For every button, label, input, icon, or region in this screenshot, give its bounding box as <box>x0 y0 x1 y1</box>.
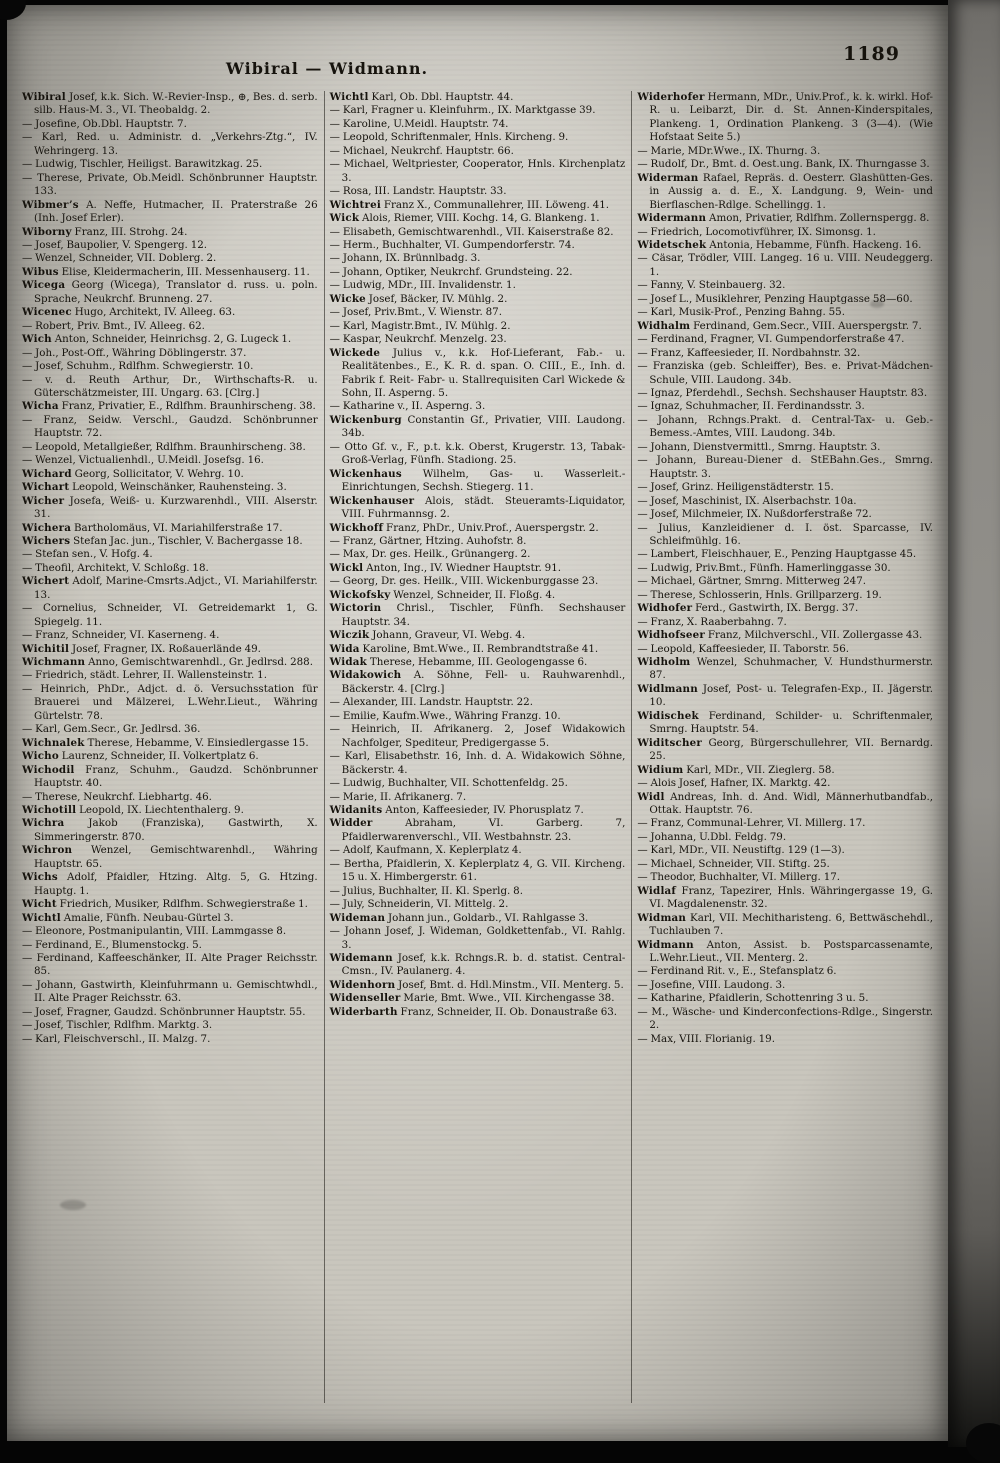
entry-surname: Widlmann <box>637 682 698 695</box>
directory-entry: — Franz, Kaffeesieder, II. Nordbahnstr. 32. <box>637 346 861 359</box>
directory-entry: — Johann, Rchngs.Prakt. d. Central-Tax- u. Geb.-Bemess.-Amtes, VIII. Laudong. 34b. <box>637 413 934 440</box>
entry-surname: Widerbarth <box>329 1005 398 1018</box>
directory-entry: Wichra Jakob (Franziska), Gastwirth, X. Simmeringerstr. 870. <box>22 817 318 843</box>
entry-surname: Widium <box>637 763 684 776</box>
directory-entry: — Wenzel, Schneider, VII. Doblerg. 2. <box>22 252 217 265</box>
directory-entry: — Karl, Fragner u. Kleinfuhrm., IX. Marktgasse 39. <box>329 104 596 117</box>
directory-entry: — Karl, Magistr.Bmt., IV. Mühlg. 2. <box>329 319 511 332</box>
directory-entry: Wichtrei Franz X., Communallehrer, III. Löweng. 41. <box>329 198 610 211</box>
directory-entry: Wiborny Franz, III. Strohg. 24. <box>22 225 188 238</box>
entry-surname: Wichodil <box>22 763 75 776</box>
directory-entry: Wibus Elise, Kleidermacherin, III. Messenhauserg. 11. <box>22 265 310 278</box>
entry-surname: Widmann <box>637 938 694 951</box>
entry-surname: Widermann <box>637 212 707 225</box>
directory-entry: Wichotill Leopold, IX. Liechtenthalerg. 9. <box>22 804 244 817</box>
directory-entry: Widenhorn Josef, Bmt. d. Hdl.Minstm., VII. Menterg. 5. <box>329 978 624 991</box>
directory-entry: — Franz, X. Raaberbahng. 7. <box>637 615 787 628</box>
directory-entry: — Leopold, Metallgießer, Rdlfhm. Braunhirscheng. 38. <box>22 440 306 453</box>
directory-entry: — Elisabeth, Gemischtwarenhdl., VII. Kaiserstraße 82. <box>329 225 614 238</box>
directory-entry: Wicha Franz, Privatier, E., Rdlfhm. Braunhirscheng. 38. <box>22 400 316 413</box>
directory-entry: — Michael, Weltpriester, Cooperator, Hnls. Kirchenplatz 3. <box>329 158 626 184</box>
directory-entry: Wida Karoline, Bmt.Wwe., II. Rembrandtstraße 41. <box>329 642 599 655</box>
directory-column-1 <box>17 91 324 1403</box>
directory-entry: — Friedrich, Locomotivführer, IX. Simonsg. 1. <box>637 225 876 238</box>
directory-column-2 <box>324 91 632 1403</box>
directory-entry: — Marie, II. Afrikanerg. 7. <box>329 790 467 803</box>
directory-entry: Wicho Laurenz, Schneider, II. Volkertplatz 6. <box>22 750 259 763</box>
entry-surname: Wickofsky <box>329 588 391 601</box>
directory-entry: Widakowich A. Söhne, Fell- u. Rauhwarenhdl., Bäckerstr. 4. [Clrg.] <box>329 669 626 695</box>
entry-surname: Wichart <box>22 481 70 494</box>
directory-entry: Wicke Josef, Bäcker, IV. Mühlg. 2. <box>329 292 508 305</box>
entry-surname: Wicher <box>22 494 65 507</box>
directory-entry: — Johann, IX. Brünnlbadg. 3. <box>329 252 481 265</box>
directory-entry: — Heinrich, II. Afrikanerg. 2, Josef Widakowich Nachfolger, Spediteur, Predigergasse 5. <box>329 723 626 749</box>
directory-entry: Widanits Anton, Kaffeesieder, IV. Phorusplatz 7. <box>329 804 584 817</box>
page-header: Wibiral — Widmann. <box>225 59 429 78</box>
directory-entry: — Ignaz, Schuhmacher, II. Ferdinandsstr. 3. <box>637 400 865 413</box>
scan-artifact <box>966 1423 1000 1463</box>
directory-entry: — Robert, Priv. Bmt., IV. Alleeg. 62. <box>22 319 205 332</box>
directory-entry: Wick Alois, Riemer, VIII. Kochg. 14, G. Blankeng. 1. <box>329 212 600 225</box>
entry-surname: Widhofer <box>637 602 693 615</box>
directory-entry: Wichmann Anno, Gemischtwarenhdl., Gr. Jedlrsd. 288. <box>22 656 313 669</box>
directory-entry: — Georg, Dr. ges. Heilk., VIII. Wickenburggasse 23. <box>329 575 599 588</box>
directory-entry: — v. d. Reuth Arthur, Dr., Wirthschafts-R. u. Güterschätzmeister, III. Ungarg. 63. [Clrg.] <box>22 373 318 399</box>
entry-surname: Wickhoff <box>329 521 384 534</box>
directory-entry: — Adolf, Kaufmann, X. Keplerplatz 4. <box>329 844 522 857</box>
directory-entry: — Stefan sen., V. Hofg. 4. <box>22 548 153 561</box>
entry-surname: Wichers <box>22 534 71 547</box>
entry-surname: Wicenec <box>22 306 72 319</box>
page-number: 1189 <box>843 43 900 65</box>
directory-entry: Widholm Wenzel, Schuhmacher, V. Hundsthurmerstr. 87. <box>637 656 934 682</box>
entry-surname: Wichera <box>22 521 72 534</box>
directory-entry: — July, Schneiderin, VI. Mittelg. 2. <box>329 898 509 911</box>
directory-entry: — Therese, Private, Ob.Meidl. Schönbrunner Hauptstr. 133. <box>22 171 318 198</box>
directory-entry: Wickede Julius v., k.k. Hof-Lieferant, Fab.- u. Realitätenbes., E., K. R. d. span. O. CIII., E., Inh. d. Fabrik f. Reit- Fabr- u. Stallrequisiten Carl Wickede & Sohn, II. Asperng. 5. <box>329 346 626 399</box>
directory-columns <box>17 91 939 1403</box>
directory-entry: Widlaf Franz, Tapezirer, Hnls. Währingergasse 19, G. VI. Magdalenenstr. 32. <box>637 884 934 911</box>
directory-entry: — Josef, Schuhm., Rdlfhm. Schwegierstr. 10. <box>22 360 254 373</box>
directory-entry: Wicht Friedrich, Musiker, Rdlfhm. Schwegierstraße 1. <box>22 898 308 911</box>
directory-entry: Widmann Anton, Assist. b. Postsparcassenamte, L.Wehr.Lieut., VII. Menterg. 2. <box>637 938 934 964</box>
directory-entry: Wickenhaus Wilhelm, Gas- u. Wasserleit.-Einrichtungen, Sechsh. Stiegerg. 11. <box>329 467 626 494</box>
directory-entry: Widhofer Ferd., Gastwirth, IX. Bergg. 37. <box>637 602 859 615</box>
entry-surname: Widischek <box>637 709 699 722</box>
directory-entry: — Julius, Buchhalter, II. Kl. Sperlg. 8. <box>329 884 524 897</box>
directory-entry: — Karoline, U.Meidl. Hauptstr. 74. <box>329 117 509 130</box>
entry-surname: Wichtl <box>329 91 369 103</box>
entry-surname: Widhalm <box>637 319 691 332</box>
directory-entry: Wicher Josefa, Weiß- u. Kurzwarenhdl., VIII. Alserstr. 31. <box>22 494 318 521</box>
directory-entry: — Johann, Optiker, Neukrchf. Grundsteing. 22. <box>329 265 573 278</box>
directory-entry: — Eleonore, Postmanipulantin, VIII. Lammgasse 8. <box>22 925 287 938</box>
entry-surname: Wibmer’s <box>22 198 79 211</box>
directory-entry: Wictorin Chrisl., Tischler, Fünfh. Sechshauser Hauptstr. 34. <box>329 602 626 628</box>
scanned-page <box>7 5 948 1441</box>
entry-surname: Wicho <box>22 750 59 763</box>
directory-entry: — Alois Josef, Hafner, IX. Marktg. 42. <box>637 777 831 790</box>
directory-entry: — Theodor, Buchhalter, VI. Millerg. 17. <box>637 871 841 884</box>
entry-surname: Wickl <box>329 561 364 574</box>
directory-entry: — Bertha, Pfaidlerin, X. Keplerplatz 4, G. VII. Kircheng. 15 u. X. Himbergerstr. 61. <box>329 857 626 884</box>
directory-entry: Widerhofer Hermann, MDr., Univ.Prof., k. k. wirkl. Hof-R. u. Leibarzt, Dir. d. St. Annen-Kinderspitales, Plankeng. 1, Ordination Plankeng. 3 (3—4). (Wie Hofstaat Seite 5.) <box>637 91 934 144</box>
directory-entry: Wichtl Amalie, Fünfh. Neubau-Gürtel 3. <box>22 911 234 924</box>
directory-entry: — Cornelius, Schneider, VI. Getreidemarkt 1, G. Spiegelg. 11. <box>22 602 318 628</box>
directory-entry: — Max, VIII. Florianig. 19. <box>637 1032 775 1045</box>
directory-entry: Widitscher Georg, Bürgerschullehrer, VII. Bernardg. 25. <box>637 736 934 763</box>
directory-entry: — Ferdinand, Fragner, VI. Gumpendorferstraße 47. <box>637 333 905 346</box>
directory-entry: Wickenhauser Alois, städt. Steueramts-Liquidator, VIII. Fuhrmannsg. 2. <box>329 494 626 521</box>
directory-entry: Wickofsky Wenzel, Schneider, II. Floßg. 4. <box>329 588 556 601</box>
directory-entry: — Josefine, Ob.Dbl. Hauptstr. 7. <box>22 117 187 130</box>
entry-surname: Widholm <box>637 656 691 669</box>
entry-surname: Wichert <box>22 575 70 588</box>
directory-entry: — Josefine, VIII. Laudong. 3. <box>637 978 786 991</box>
entry-surname: Widder <box>329 817 373 830</box>
directory-entry: Wichnalek Therese, Hebamme, V. Einsiedlergasse 15. <box>22 736 309 749</box>
directory-entry: Widerman Rafael, Repräs. d. Oesterr. Glashütten-Ges. in Aussig a. d. E., X. Landgung. 9, Wein- und Bierflaschen-Rdlge. Schellingg. 1. <box>637 171 934 211</box>
entry-surname: Wick <box>329 212 360 225</box>
directory-entry: — Wenzel, Victualienhdl., U.Meidl. Josefsg. 16. <box>22 454 264 467</box>
directory-entry: — Fanny, V. Steinbauerg. 32. <box>637 279 786 292</box>
directory-entry: Widischek Ferdinand, Schilder- u. Schriftenmaler, Smrng. Hauptstr. 54. <box>637 709 934 736</box>
directory-entry: Widetschek Antonia, Hebamme, Fünfh. Hackeng. 16. <box>637 238 922 251</box>
entry-surname: Widanits <box>329 804 383 817</box>
directory-entry: Wibiral Josef, k.k. Sich. W.-Revier-Insp., ⊕, Bes. d. serb. silb. Haus-M. 3., VI. Theobaldg. 2. <box>22 91 318 117</box>
entry-surname: Wickede <box>329 346 381 359</box>
directory-entry: Wickhoff Franz, PhDr., Univ.Prof., Auerspergstr. 2. <box>329 521 599 534</box>
directory-entry: — Ludwig, Tischler, Heiligst. Barawitzkag. 25. <box>22 158 263 171</box>
entry-surname: Wiborny <box>22 225 72 238</box>
directory-entry: — Karl, Gem.Secr., Gr. Jedlrsd. 36. <box>22 723 201 736</box>
directory-entry: — Michael, Schneider, VII. Stiftg. 25. <box>637 857 830 870</box>
directory-entry: Wichard Georg, Sollicitator, V. Wehrg. 10. <box>22 467 244 480</box>
directory-column-3 <box>631 91 939 1403</box>
directory-entry: — Karl, Fleischverschl., II. Malzg. 7. <box>22 1032 211 1045</box>
entry-surname: Widemann <box>329 952 393 964</box>
directory-entry: Widak Therese, Hebamme, III. Geologengasse 6. <box>329 656 588 669</box>
entry-surname: Wichra <box>22 817 65 830</box>
entry-surname: Wickenhaus <box>329 467 402 480</box>
directory-entry: Widenseller Marie, Bmt. Wwe., VII. Kirchengasse 38. <box>329 992 615 1005</box>
directory-entry: — Franziska (geb. Schleiffer), Bes. e. Privat-Mädchen-Schule, VIII. Laudong. 34b. <box>637 360 934 386</box>
directory-entry: Widermann Amon, Privatier, Rdlfhm. Zollernspergg. 8. <box>637 212 930 225</box>
directory-entry: — Josef, Grinz. Heiligenstädterstr. 15. <box>637 481 834 494</box>
directory-entry: — Michael, Neukrchf. Hauptstr. 66. <box>329 144 514 157</box>
directory-entry: Wich Anton, Schneider, Heinrichsg. 2, G. Lugeck 1. <box>22 333 292 346</box>
directory-entry: — Franz, Seidw. Verschl., Gaudzd. Schönbrunner Hauptstr. 72. <box>22 413 318 440</box>
entry-surname: Widl <box>637 790 665 803</box>
directory-entry: — Friedrich, städt. Lehrer, II. Wallensteinstr. 1. <box>22 669 267 682</box>
directory-entry: Wicega Georg (Wicega), Translator d. russ. u. poln. Sprache, Neukrchf. Brunneng. 27. <box>22 279 318 305</box>
directory-entry: — Julius, Kanzleidiener d. I. öst. Sparcasse, IV. Schleifmühlg. 16. <box>637 521 934 547</box>
directory-entry: — Theofil, Architekt, V. Schloßg. 18. <box>22 561 209 574</box>
directory-entry: — Ludwig, Priv.Bmt., Fünfh. Hamerlinggasse 30. <box>637 561 891 574</box>
directory-entry: — Josef L., Musiklehrer, Penzing Hauptgasse 58—60. <box>637 292 913 305</box>
directory-entry: Wichitil Josef, Fragner, IX. Roßauerlände 49. <box>22 642 261 655</box>
directory-entry: Widhofseer Franz, Milchverschl., VII. Zollergasse 43. <box>637 629 923 642</box>
entry-surname: Wicega <box>22 279 66 292</box>
directory-entry: — Therese, Neukrchf. Liebhartg. 46. <box>22 790 212 803</box>
entry-surname: Wichmann <box>22 656 86 669</box>
entry-surname: Widenhorn <box>329 978 396 991</box>
directory-entry: — Karl, MDr., VII. Neustiftg. 129 (1—3). <box>637 844 845 857</box>
entry-surname: Widerman <box>637 171 699 184</box>
entry-surname: Wickenhauser <box>329 494 415 507</box>
directory-entry: Widium Karl, MDr., VII. Zieglerg. 58. <box>637 763 835 776</box>
directory-entry: — M., Wäsche- und Kinderconfections-Rdlge., Singerstr. 2. <box>637 1005 934 1032</box>
directory-entry: — Johann, Dienstvermittl., Smrng. Hauptstr. 3. <box>637 440 881 453</box>
directory-entry: — Lambert, Fleischhauer, E., Penzing Hauptgasse 45. <box>637 548 917 561</box>
directory-entry: — Rosa, III. Landstr. Hauptstr. 33. <box>329 185 507 198</box>
entry-surname: Wibiral <box>22 91 66 103</box>
directory-entry: — Franz, Communal-Lehrer, VI. Millerg. 17. <box>637 817 866 830</box>
entry-surname: Wictorin <box>329 602 382 615</box>
entry-surname: Wichs <box>22 871 58 884</box>
directory-entry: Widhalm Ferdinand, Gem.Secr., VIII. Auerspergstr. 7. <box>637 319 922 332</box>
entry-surname: Wich <box>22 333 52 346</box>
directory-entry: — Josef, Fragner, Gaudzd. Schönbrunner Hauptstr. 55. <box>22 1005 306 1018</box>
entry-surname: Wibus <box>22 265 59 278</box>
directory-entry: — Max, Dr. ges. Heilk., Grünangerg. 2. <box>329 548 531 561</box>
entry-surname: Wida <box>329 642 360 655</box>
directory-entry: — Katharine, Pfaidlerin, Schottenring 3 u. 5. <box>637 992 869 1005</box>
entry-surname: Widitscher <box>637 736 703 749</box>
directory-entry: — Heinrich, PhDr., Adjct. d. ö. Versuchsstation für Brauerei und Mälzerei, L.Wehr.Lieut., Währing Gürtelstr. 78. <box>22 682 318 722</box>
directory-entry: — Leopold, Schriftenmaler, Hnls. Kircheng. 9. <box>329 131 569 144</box>
directory-entry: — Kaspar, Neukrchf. Menzelg. 23. <box>329 333 507 346</box>
directory-entry: — Therese, Schlosserin, Hnls. Grillparzerg. 19. <box>637 588 882 601</box>
directory-entry: Wichron Wenzel, Gemischtwarenhdl., Währing Hauptstr. 65. <box>22 844 318 870</box>
entry-surname: Widenseller <box>329 992 401 1005</box>
directory-entry: Widder Abraham, VI. Garberg. 7, Pfaidlerwarenverschl., VII. Westbahnstr. 23. <box>329 817 626 843</box>
entry-surname: Widakowich <box>329 669 402 682</box>
directory-entry: — Rudolf, Dr., Bmt. d. Oest.ung. Bank, IX. Thurngasse 3. <box>637 158 930 171</box>
directory-entry: — Michael, Gärtner, Smrng. Mitterweg 247. <box>637 575 867 588</box>
directory-entry: — Josef, Priv.Bmt., V. Wienstr. 87. <box>329 306 502 319</box>
directory-entry: — Johann Josef, J. Wideman, Goldkettenfab., VI. Rahlg. 3. <box>329 925 626 951</box>
directory-entry: Widman Karl, VII. Mechitharisteng. 6, Bettwäschehdl., Tuchlauben 7. <box>637 911 934 938</box>
directory-entry: Widl Andreas, Inh. d. And. Widl, Männerhutbandfab., Ottak. Hauptstr. 76. <box>637 790 934 817</box>
entry-surname: Wicke <box>329 292 366 305</box>
entry-surname: Widman <box>637 911 687 924</box>
directory-entry: — Josef, Maschinist, IX. Alserbachstr. 10a. <box>637 494 857 507</box>
directory-entry: — Marie, MDr.Wwe., IX. Thurng. 3. <box>637 144 821 157</box>
entry-surname: Wickenburg <box>329 413 402 426</box>
directory-entry: — Ferdinand, Kaffeeschänker, II. Alte Prager Reichsstr. 85. <box>22 952 318 978</box>
directory-entry: — Franz, Schneider, VI. Kaserneng. 4. <box>22 629 220 642</box>
directory-entry: — Herm., Buchhalter, VI. Gumpendorferstr. 74. <box>329 238 575 251</box>
entry-surname: Widlaf <box>637 884 677 897</box>
directory-entry: Wichert Adolf, Marine-Cmsrts.Adjct., VI. Mariahilferstr. 13. <box>22 575 318 601</box>
directory-entry: — Karl, Musik-Prof., Penzing Bahng. 55. <box>637 306 845 319</box>
directory-entry: Wichs Adolf, Pfaidler, Htzing. Altg. 5, G. Htzing. Hauptg. 1. <box>22 871 318 897</box>
directory-entry: Widemann Josef, k.k. Rchngs.R. b. d. statist. Central-Cmsn., IV. Paulanerg. 4. <box>329 952 626 978</box>
directory-entry: — Karl, Elisabethstr. 16, Inh. d. A. Widakowich Söhne, Bäckerstr. 4. <box>329 750 626 776</box>
directory-entry: — Johann, Gastwirth, Kleinfuhrmann u. Gemischtwhdl., II. Alte Prager Reichsstr. 63. <box>22 978 318 1005</box>
directory-entry: — Emilie, Kaufm.Wwe., Währing Franzg. 10. <box>329 709 561 722</box>
directory-entry: — Alexander, III. Landstr. Hauptstr. 22. <box>329 696 533 709</box>
entry-surname: Wichtl <box>22 911 61 924</box>
entry-surname: Wichtrei <box>329 198 381 211</box>
directory-entry: Wichodil Franz, Schuhm., Gaudzd. Schönbrunner Hauptstr. 40. <box>22 763 318 790</box>
directory-entry: — Ignaz, Pferdehdl., Sechsh. Sechshauser Hauptstr. 83. <box>637 386 928 399</box>
entry-surname: Wichnalek <box>22 736 85 749</box>
directory-entry: — Josef, Baupolier, V. Spengerg. 12. <box>22 238 208 251</box>
directory-entry: Wickl Anton, Ing., IV. Wiedner Hauptstr. 91. <box>329 561 562 574</box>
directory-entry: — Otto Gf. v., F., p.t. k.k. Oberst, Krugerstr. 13, Tabak-Groß-Verlag, Fünfh. Stadiong. 25. <box>329 440 626 467</box>
entry-surname: Widetschek <box>637 238 707 251</box>
entry-surname: Wichard <box>22 467 72 480</box>
entry-surname: Wichron <box>22 844 73 857</box>
directory-entry: Wichera Bartholomäus, VI. Mariahilferstraße 17. <box>22 521 283 534</box>
directory-entry: — Cäsar, Trödler, VIII. Langeg. 16 u. VIII. Neudeggerg. 1. <box>637 252 934 278</box>
directory-entry: Wichart Leopold, Weinschänker, Rauhensteing. 3. <box>22 481 287 494</box>
entry-surname: Widhofseer <box>637 629 705 642</box>
directory-entry: — Karl, Red. u. Administr. d. „Verkehrs-Ztg.“, IV. Wehringerg. 13. <box>22 131 318 157</box>
scan-edge-band <box>948 0 1000 1447</box>
directory-entry: — Leopold, Kaffeesieder, II. Taborstr. 56. <box>637 642 850 655</box>
directory-entry: Wicenec Hugo, Architekt, IV. Alleeg. 63. <box>22 306 236 319</box>
entry-surname: Wideman <box>329 911 386 924</box>
directory-entry: — Josef, Milchmeier, IX. Nußdorferstraße 72. <box>637 508 872 521</box>
directory-entry: — Josef, Tischler, Rdlfhm. Marktg. 3. <box>22 1019 213 1032</box>
directory-entry: — Johann, Bureau-Diener d. StEBahn.Ges., Smrng. Hauptstr. 3. <box>637 454 934 480</box>
directory-entry: Wickenburg Constantin Gf., Privatier, VIII. Laudong. 34b. <box>329 413 626 440</box>
directory-entry: — Ferdinand, E., Blumenstockg. 5. <box>22 938 202 951</box>
directory-entry: — Joh., Post-Off., Währing Döblingerstr. 37. <box>22 346 247 359</box>
directory-entry: — Ludwig, Buchhalter, VII. Schottenfeldg. 25. <box>329 777 568 790</box>
directory-entry: — Ferdinand Rit. v., E., Stefansplatz 6. <box>637 965 837 978</box>
directory-entry: — Ludwig, MDr., III. Invalidenstr. 1. <box>329 279 516 292</box>
directory-entry: Widerbarth Franz, Schneider, II. Ob. Donaustraße 63. <box>329 1005 618 1018</box>
entry-surname: Widerhofer <box>637 91 705 103</box>
directory-entry: Wibmer’s A. Neffe, Hutmacher, II. Praterstraße 26 (Inh. Josef Erler). <box>22 198 318 225</box>
entry-surname: Widak <box>329 656 367 669</box>
directory-entry: Wideman Johann jun., Goldarb., VI. Rahlgasse 3. <box>329 911 589 924</box>
directory-entry: Widlmann Josef, Post- u. Telegrafen-Exp., II. Jägerstr. 10. <box>637 682 934 709</box>
entry-surname: Wicht <box>22 898 57 911</box>
directory-entry: Wichers Stefan Jac. jun., Tischler, V. Bachergasse 18. <box>22 534 303 547</box>
directory-entry: — Johanna, U.Dbl. Feldg. 79. <box>637 830 787 843</box>
directory-entry: Wiczik Johann, Graveur, VI. Webg. 4. <box>329 629 526 642</box>
entry-surname: Wiczik <box>329 629 370 642</box>
directory-entry: Wichtl Karl, Ob. Dbl. Hauptstr. 44. <box>329 91 514 103</box>
entry-surname: Wicha <box>22 400 59 413</box>
directory-entry: — Katharine v., II. Asperng. 3. <box>329 400 486 413</box>
directory-entry: — Franz, Gärtner, Htzing. Auhofstr. 8. <box>329 534 527 547</box>
entry-surname: Wichitil <box>22 642 70 655</box>
entry-surname: Wichotill <box>22 804 77 817</box>
